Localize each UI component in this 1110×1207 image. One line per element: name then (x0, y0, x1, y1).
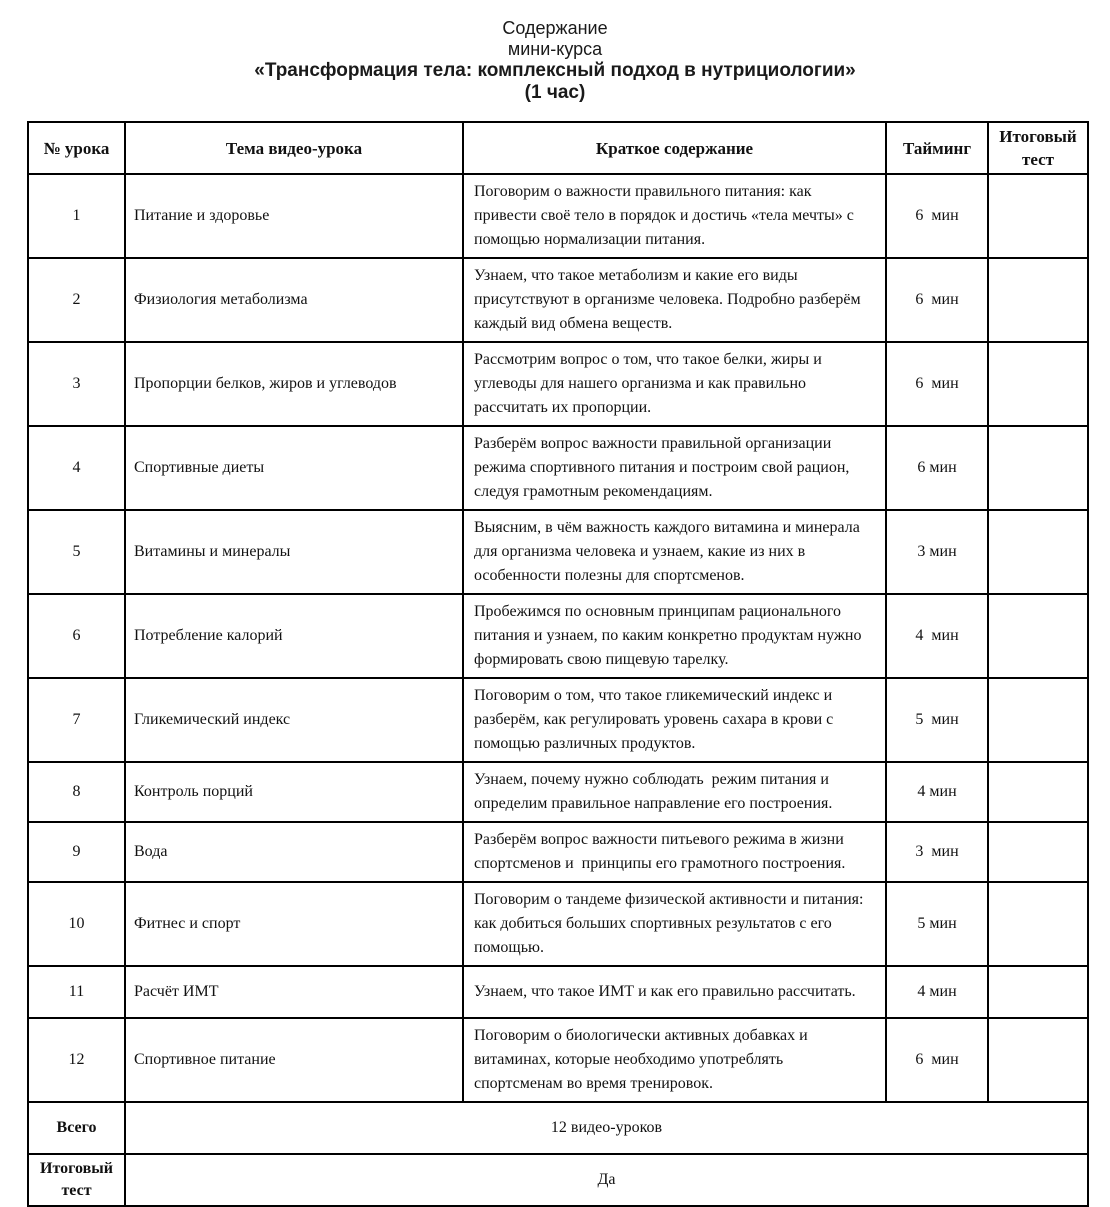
lesson-number: 9 (28, 822, 125, 882)
total-row (28, 1102, 1088, 1154)
lesson-final-test (988, 882, 1088, 966)
lesson-row (28, 594, 1088, 678)
lesson-summary: Поговорим о важности правильного питания: как привести своё тело в порядок и достичь «тела мечты» с помощью нормализации питания. (463, 174, 886, 258)
lesson-summary: Узнаем, почему нужно соблюдать режим питания и определим правильное направление его построения. (463, 762, 886, 822)
col-header-timing: Тайминг (886, 122, 988, 174)
total-value: 12 видео-уроков (125, 1102, 1088, 1154)
lesson-final-test (988, 342, 1088, 426)
lesson-number: 11 (28, 966, 125, 1018)
lesson-timing: 4 мин (886, 966, 988, 1018)
lesson-summary: Поговорим о том, что такое гликемический индекс и разберём, как регулировать уровень сахара в крови с помощью различных продуктов. (463, 678, 886, 762)
lesson-row (28, 426, 1088, 510)
col-header-final-test: Итоговый тест (988, 122, 1088, 174)
lesson-row (28, 342, 1088, 426)
lesson-summary: Выясним, в чём важность каждого витамина и минерала для организма человека и узнаем, какие из них в особенности полезны для спортсменов. (463, 510, 886, 594)
lesson-topic: Контроль порций (125, 762, 463, 822)
lesson-row (28, 966, 1088, 1018)
doc-header (0, 18, 1110, 104)
final-test-label: Итоговый тест (28, 1154, 125, 1206)
lesson-final-test (988, 1018, 1088, 1102)
lesson-topic: Физиология метаболизма (125, 258, 463, 342)
total-label: Всего (28, 1102, 125, 1154)
col-header-summary: Краткое содержание (463, 122, 886, 174)
header-row (28, 122, 1088, 174)
lesson-topic: Спортивное питание (125, 1018, 463, 1102)
header-line-minicourse: мини-курса (507, 39, 603, 59)
lesson-number: 6 (28, 594, 125, 678)
lesson-final-test (988, 594, 1088, 678)
course-duration: (1 час) (524, 82, 586, 103)
table-header (28, 122, 1088, 174)
lesson-number: 2 (28, 258, 125, 342)
lesson-number: 7 (28, 678, 125, 762)
lesson-topic: Вода (125, 822, 463, 882)
lesson-summary: Узнаем, что такое ИМТ и как его правильно рассчитать. (463, 966, 886, 1018)
lesson-final-test (988, 762, 1088, 822)
col-header-topic: Тема видео-урока (125, 122, 463, 174)
lesson-row (28, 174, 1088, 258)
lesson-timing: 6 мин (886, 1018, 988, 1102)
lesson-number: 3 (28, 342, 125, 426)
lesson-topic: Пропорции белков, жиров и углеводов (125, 342, 463, 426)
lesson-topic: Питание и здоровье (125, 174, 463, 258)
lesson-final-test (988, 174, 1088, 258)
lesson-topic: Расчёт ИМТ (125, 966, 463, 1018)
lesson-summary: Разберём вопрос важности правильной организации режима спортивного питания и построим свой рацион, следуя грамотным рекомендациям. (463, 426, 886, 510)
final-test-value: Да (125, 1154, 1088, 1206)
course-contents-table (27, 121, 1089, 1207)
lesson-topic: Спортивные диеты (125, 426, 463, 510)
lesson-row (28, 1018, 1088, 1102)
lesson-final-test (988, 678, 1088, 762)
lesson-number: 12 (28, 1018, 125, 1102)
lesson-summary: Узнаем, что такое метаболизм и какие его виды присутствуют в организме человека. Подробно разберём каждый вид обмена веществ. (463, 258, 886, 342)
lesson-topic: Витамины и минералы (125, 510, 463, 594)
lesson-topic: Потребление калорий (125, 594, 463, 678)
lesson-timing: 6 мин (886, 342, 988, 426)
lesson-row (28, 822, 1088, 882)
lesson-final-test (988, 510, 1088, 594)
lesson-number: 1 (28, 174, 125, 258)
lesson-number: 10 (28, 882, 125, 966)
lesson-timing: 4 мин (886, 762, 988, 822)
lesson-timing: 6 мин (886, 426, 988, 510)
lessons-body (28, 174, 1088, 1102)
course-title: «Трансформация тела: комплексный подход в нутрициологии» (254, 60, 856, 81)
lesson-timing: 6 мин (886, 258, 988, 342)
table-footer (28, 1102, 1088, 1206)
lesson-summary: Разберём вопрос важности питьевого режима в жизни спортсменов и принципы его грамотного построения. (463, 822, 886, 882)
lesson-row (28, 762, 1088, 822)
lesson-row (28, 258, 1088, 342)
lesson-timing: 6 мин (886, 174, 988, 258)
lesson-summary: Поговорим о биологически активных добавках и витаминах, которые необходимо употреблять спортсменам во время тренировок. (463, 1018, 886, 1102)
lesson-row (28, 678, 1088, 762)
lesson-timing: 5 мин (886, 882, 988, 966)
lesson-row (28, 510, 1088, 594)
lesson-final-test (988, 966, 1088, 1018)
lesson-topic: Фитнес и спорт (125, 882, 463, 966)
lesson-number: 5 (28, 510, 125, 594)
lesson-timing: 3 мин (886, 822, 988, 882)
lesson-timing: 3 мин (886, 510, 988, 594)
lesson-final-test (988, 426, 1088, 510)
lesson-timing: 5 мин (886, 678, 988, 762)
lesson-timing: 4 мин (886, 594, 988, 678)
lesson-final-test (988, 258, 1088, 342)
lesson-summary: Поговорим о тандеме физической активности и питания: как добиться больших спортивных результатов с его помощью. (463, 882, 886, 966)
lesson-number: 8 (28, 762, 125, 822)
lesson-summary: Пробежимся по основным принципам рационального питания и узнаем, по каким конкретно продуктам нужно формировать свою пищевую тарелку. (463, 594, 886, 678)
lesson-final-test (988, 822, 1088, 882)
lesson-topic: Гликемический индекс (125, 678, 463, 762)
lesson-row (28, 882, 1088, 966)
col-header-lesson-number: № урока (28, 122, 125, 174)
final-test-row (28, 1154, 1088, 1206)
lesson-number: 4 (28, 426, 125, 510)
header-line-contents: Содержание (502, 18, 608, 38)
lesson-summary: Рассмотрим вопрос о том, что такое белки, жиры и углеводы для нашего организма и как правильно рассчитать их пропорции. (463, 342, 886, 426)
